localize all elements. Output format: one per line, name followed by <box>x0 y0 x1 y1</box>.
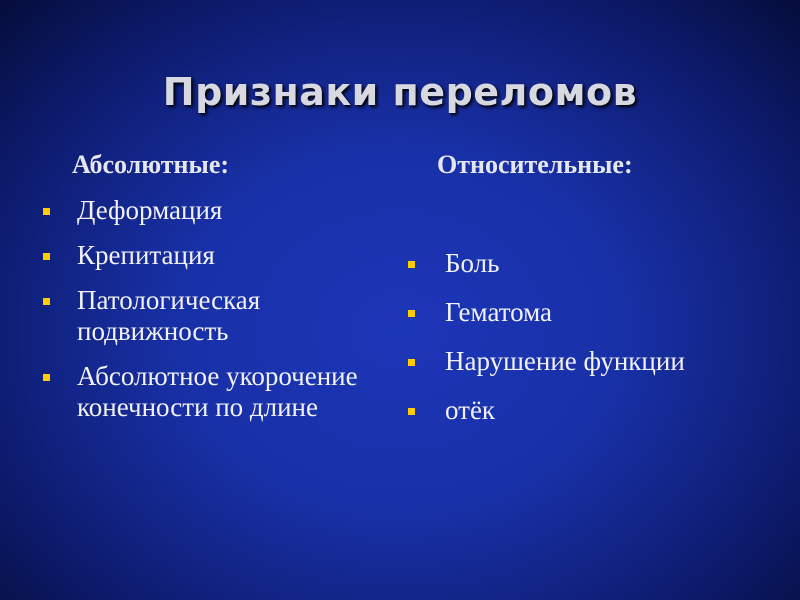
square-bullet-icon <box>408 359 415 366</box>
square-bullet-icon <box>408 310 415 317</box>
square-bullet-icon <box>43 298 50 305</box>
list-item <box>40 285 360 347</box>
relative-signs-heading: Относительные: <box>437 150 633 179</box>
list-item <box>405 297 765 328</box>
list-item-text: Крепитация <box>77 240 215 270</box>
slide-title: Признаки переломов <box>162 70 638 114</box>
list-item <box>405 248 765 279</box>
square-bullet-icon <box>43 374 50 381</box>
relative-signs-column <box>405 150 765 444</box>
list-item <box>40 361 360 423</box>
list-item-text: Патологическая подвижность <box>77 285 261 346</box>
square-bullet-icon <box>408 408 415 415</box>
list-item <box>405 395 765 426</box>
absolute-signs-column <box>40 150 360 437</box>
list-item <box>40 195 360 226</box>
list-item-text: Деформация <box>77 195 223 225</box>
list-item <box>405 346 765 377</box>
list-item-text: Нарушение функции <box>445 346 685 376</box>
absolute-signs-list <box>40 195 360 423</box>
list-item-text: Боль <box>445 248 500 278</box>
square-bullet-icon <box>43 253 50 260</box>
list-item-text: отёк <box>445 395 496 425</box>
list-item-text: Абсолютное укорочение конечности по длине <box>77 361 358 422</box>
absolute-signs-heading: Абсолютные: <box>72 150 230 179</box>
list-item-text: Гематома <box>445 297 553 327</box>
list-item <box>40 240 360 271</box>
relative-signs-list <box>405 248 765 426</box>
square-bullet-icon <box>408 261 415 268</box>
square-bullet-icon <box>43 208 50 215</box>
